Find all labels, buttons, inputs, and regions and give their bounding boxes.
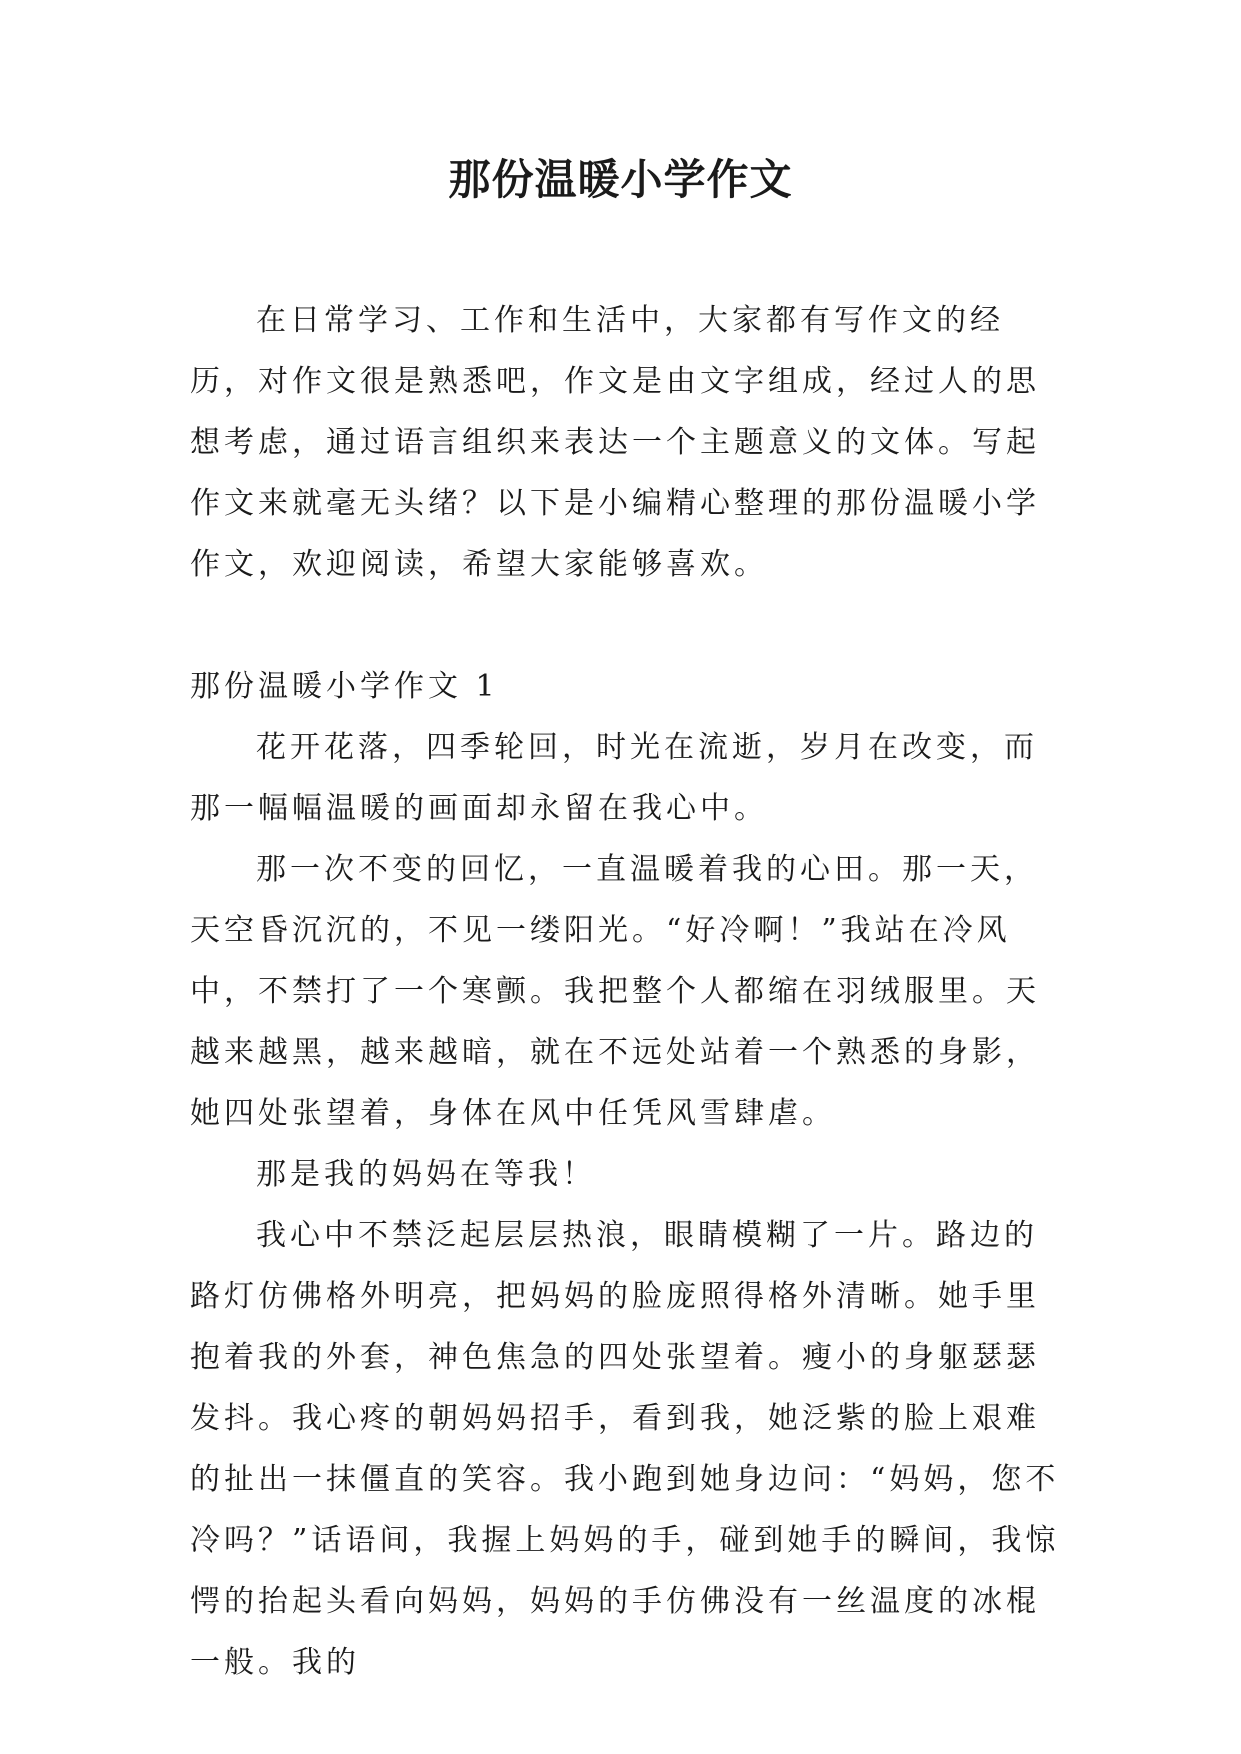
body-paragraph: 那是我的妈妈在等我！ — [256, 1157, 596, 1192]
body-paragraph: 花开花落，四季轮回，时光在流逝，岁月在改变，而那一幅幅温暖的画面却永留在我心中。 — [190, 730, 1038, 826]
intro-paragraph: 在日常学习、工作和生活中，大家都有写作文的经历，对作文很是熟悉吧，作文是由文字组成，经过人的思想考虑，通过语言组织来表达一个主题意义的文体。写起作文来就毫无头绪？以下是小编精心整理的那份温暖小学作文，欢迎阅读，希望大家能够喜欢。 — [190, 303, 1040, 582]
body-paragraph: 我心中不禁泛起层层热浪，眼睛模糊了一片。路边的路灯仿佛格外明亮，把妈妈的脸庞照得格外清晰。她手里抱着我的外套，神色焦急的四处张望着。瘦小的身躯瑟瑟发抖。我心疼的朝妈妈招手，看到我，她泛紫的脸上艰难的扯出一抹僵直的笑容。我小跑到她身边问：“妈妈，您不冷吗？”话语间，我握上妈妈的手，碰到她手的瞬间，我惊愕的抬起头看向妈妈，妈妈的手仿佛没有一丝温度的冰棍一般。我的 — [190, 1218, 1060, 1680]
document-title: 那份温暖小学作文 — [448, 155, 793, 204]
section-heading: 那份温暖小学作文 1 — [190, 669, 499, 704]
body-paragraph: 那一次不变的回忆，一直温暖着我的心田。那一天，天空昏沉沉的，不见一缕阳光。“好冷啊！”我站在冷风中，不禁打了一个寒颤。我把整个人都缩在羽绒服里。天越来越黑，越来越暗，就在不远处站着一个熟悉的身影，她四处张望着，身体在风中任凭风雪肆虐。 — [190, 852, 1040, 1131]
document-body — [190, 290, 1070, 1693]
